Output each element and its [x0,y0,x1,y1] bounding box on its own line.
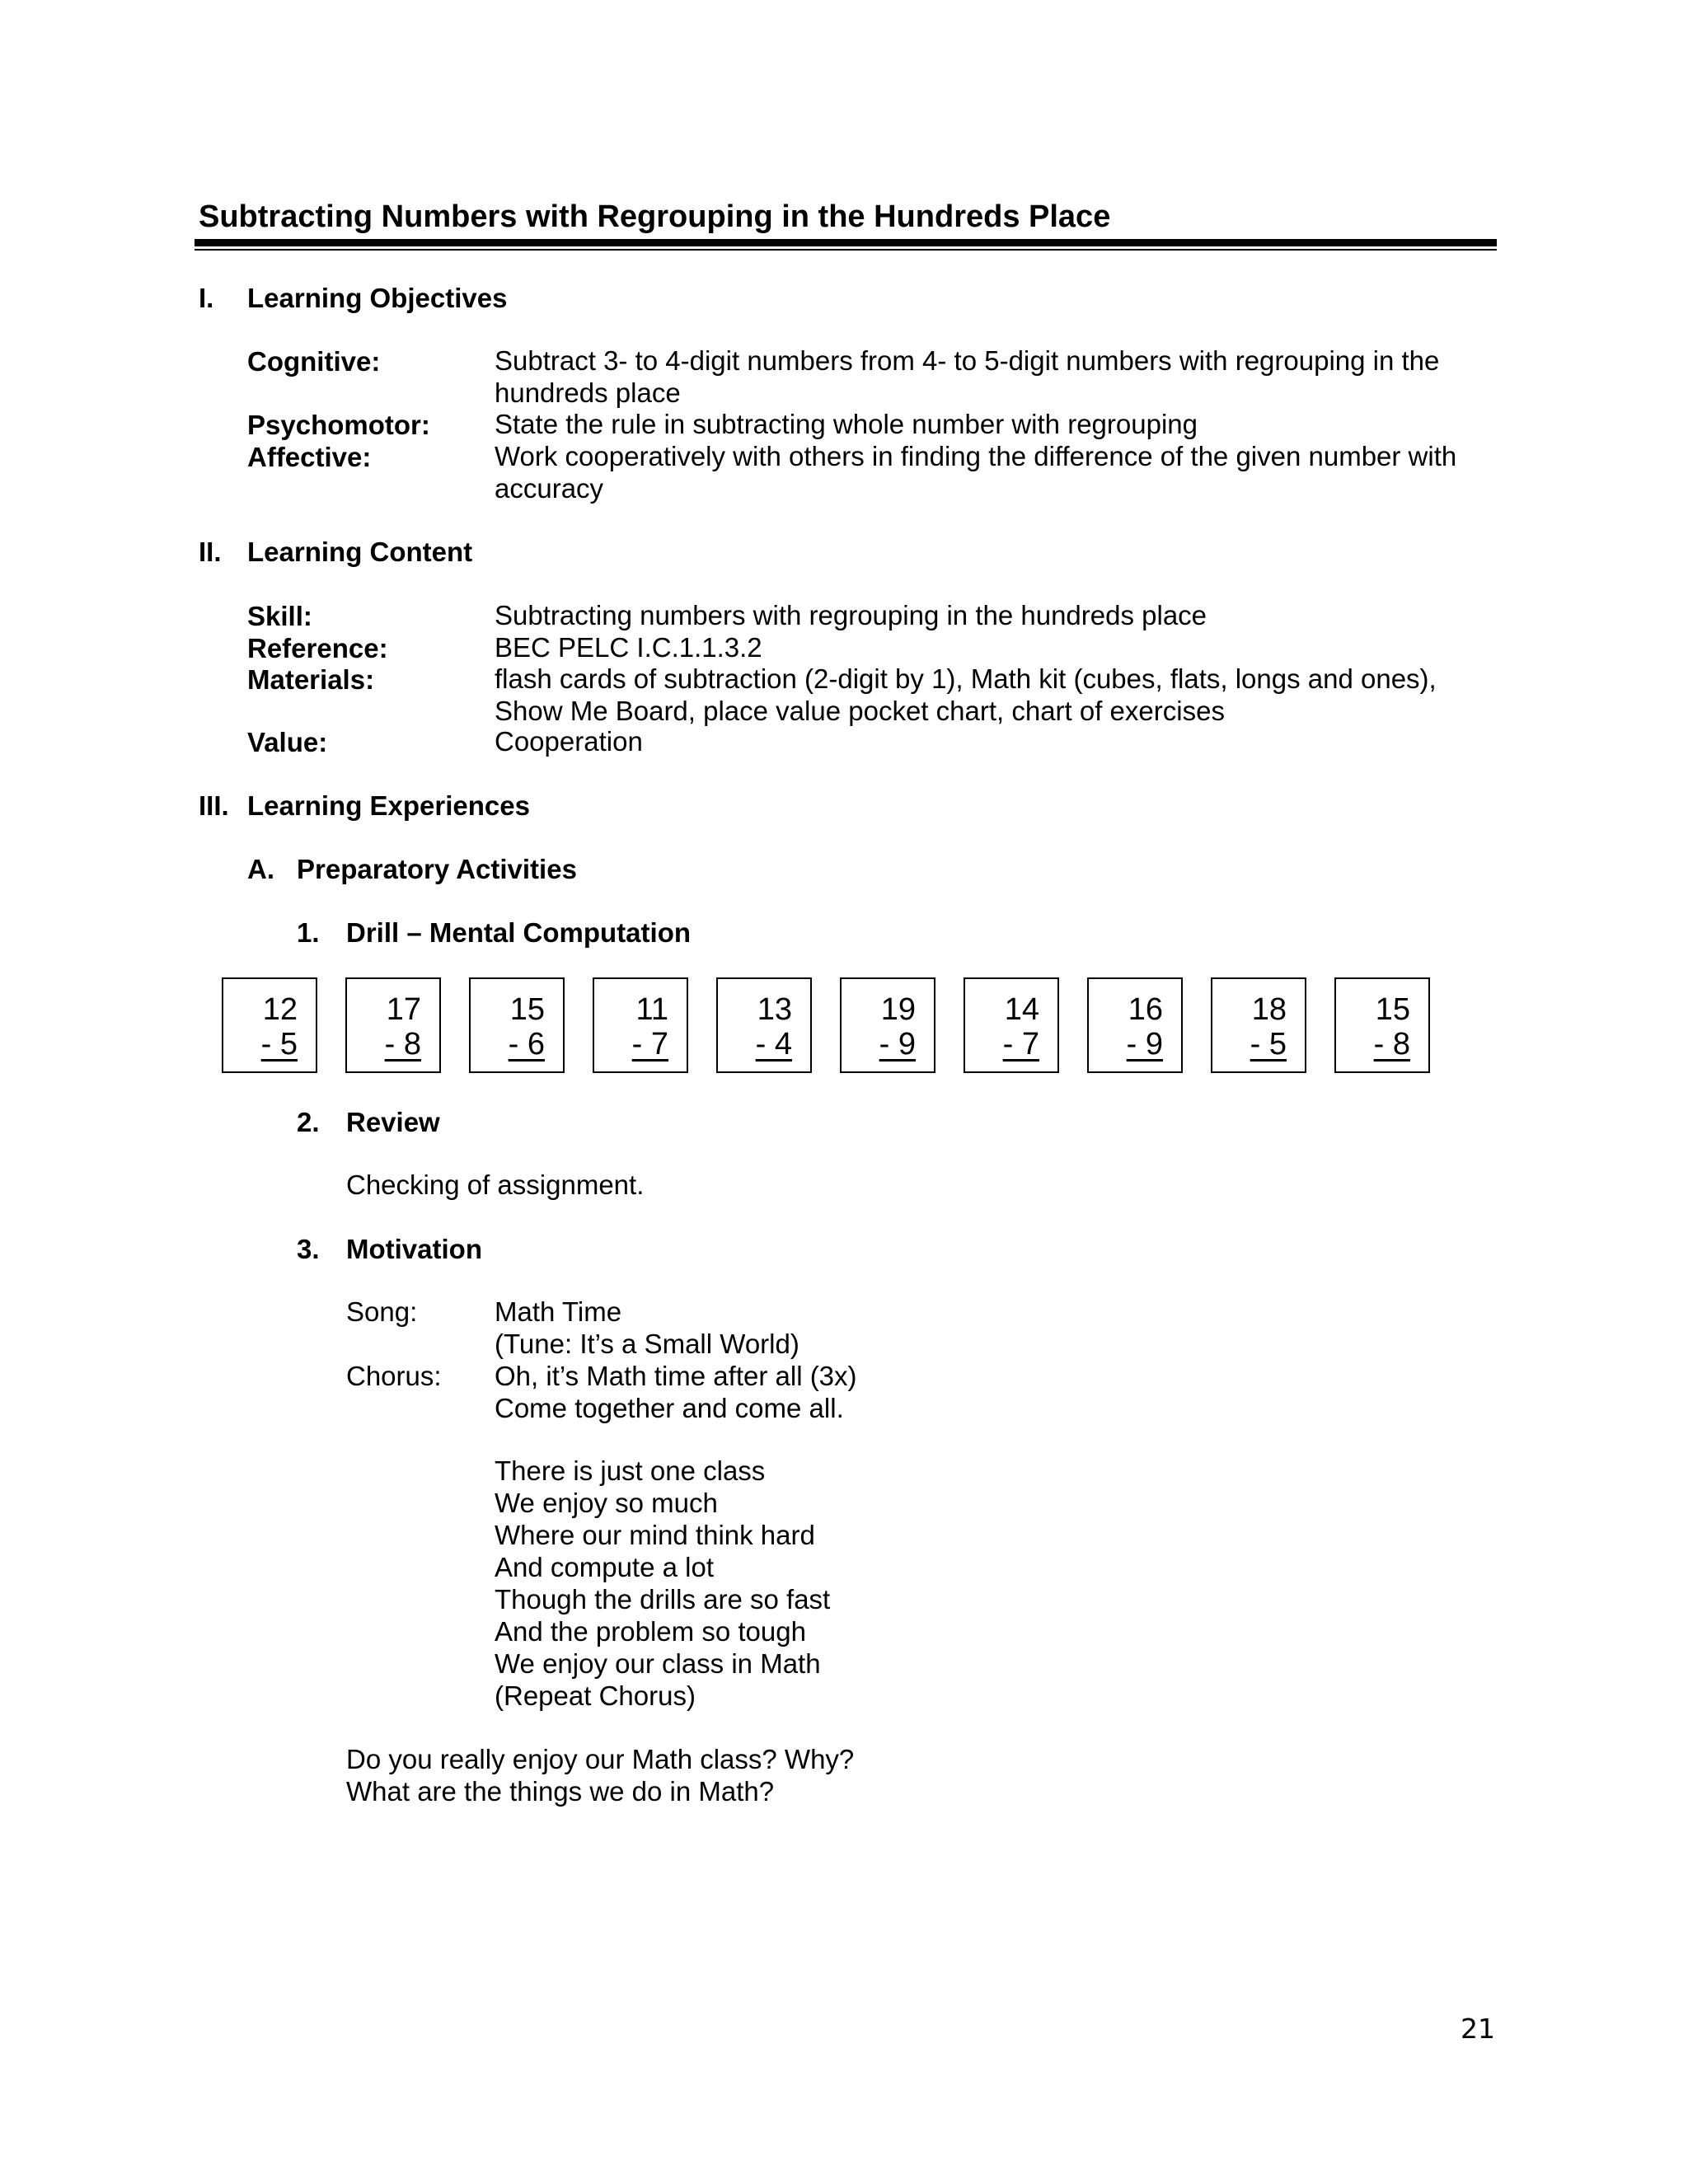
chorus-line: Oh, it’s Math time after all (3x) [495,1361,857,1391]
flash-card-minuend: 16 [1128,992,1163,1027]
question-line: What are the things we do in Math? [346,1776,775,1807]
flash-card-subtrahend: - 9 [1126,1027,1163,1062]
title-rule-thin [195,249,1497,251]
flash-card-subtrahend: - 4 [755,1027,792,1062]
flash-card-subtrahend: - 8 [384,1027,421,1062]
verse-line: And compute a lot [495,1552,714,1582]
section-1-title: Learning Objectives [247,283,508,313]
section-3-number: III. [199,790,229,821]
flash-card-subtrahend: - 7 [1002,1027,1039,1062]
verse-line: We enjoy our class in Math [495,1648,821,1679]
flash-card-minuend: 14 [1004,992,1039,1027]
verse-line: Though the drills are so fast [495,1584,831,1615]
flash-card-subtrahend: - 9 [879,1027,916,1062]
flash-card [716,977,812,1073]
verse-line: We enjoy so much [495,1488,718,1518]
materials-text-line1: flash cards of subtraction (2-digit by 1), Math kit (cubes, flats, longs and ones), [495,663,1437,694]
flash-card-minuend: 11 [635,992,668,1027]
section-2-number: II. [199,537,222,567]
cognitive-label: Cognitive: [247,346,381,377]
section-2-title: Learning Content [247,537,473,567]
song-label: Song: [346,1296,418,1327]
flash-card-subtrahend: - 5 [1250,1027,1287,1062]
flash-card-minuend: 17 [386,992,421,1027]
verse-line: There is just one class [495,1455,766,1486]
value-text: Cooperation [495,726,643,757]
skill-text: Subtracting numbers with regrouping in the hundreds place [495,600,1207,630]
psychomotor-label: Psychomotor: [247,410,430,440]
flash-card [469,977,565,1073]
flash-card-subtrahend: - 6 [508,1027,545,1062]
reference-text: BEC PELC I.C.1.1.3.2 [495,632,762,663]
verse-line: Where our mind think hard [495,1520,815,1550]
song-tune: (Tune: It’s a Small World) [495,1329,799,1359]
flash-card [1087,977,1183,1073]
chorus-label: Chorus: [346,1361,442,1391]
review-title: Review [346,1107,440,1137]
skill-label: Skill: [247,601,312,631]
motivation-number: 3. [297,1234,320,1264]
materials-label: Materials: [247,664,375,695]
subsection-a-title: Preparatory Activities [297,854,577,884]
question-line: Do you really enjoy our Math class? Why? [346,1744,855,1774]
materials-text-line2: Show Me Board, place value pocket chart, chart of exercises [495,696,1225,726]
title-rule-thick [195,239,1497,246]
page-number: 21 [1461,2013,1495,2045]
flash-card [222,977,317,1073]
verse-line: (Repeat Chorus) [495,1680,696,1711]
reference-label: Reference: [247,633,388,663]
affective-text-line1: Work cooperatively with others in finding the difference of the given number with [495,441,1457,471]
review-text: Checking of assignment. [346,1169,645,1200]
verse-line: And the problem so tough [495,1616,806,1647]
review-number: 2. [297,1107,320,1137]
section-3-title: Learning Experiences [247,790,530,821]
flash-card-subtrahend: - 7 [631,1027,668,1062]
flash-card [345,977,441,1073]
section-1-number: I. [199,283,214,313]
drill-number: 1. [297,917,320,948]
flash-card-subtrahend: - 8 [1373,1027,1410,1062]
flash-card-minuend: 13 [757,992,792,1027]
subsection-a-number: A. [247,854,274,884]
flash-card-minuend: 15 [1375,992,1410,1027]
flash-card-minuend: 19 [880,992,916,1027]
affective-label: Affective: [247,442,372,472]
flash-card [840,977,935,1073]
affective-text-line2: accuracy [495,473,604,504]
song-title: Math Time [495,1296,622,1327]
flash-card-minuend: 15 [509,992,545,1027]
psychomotor-text: State the rule in subtracting whole number with regrouping [495,409,1198,439]
cognitive-text-line2: hundreds place [495,377,681,408]
flash-card [964,977,1059,1073]
flash-card [1211,977,1306,1073]
flash-card-minuend: 18 [1251,992,1287,1027]
motivation-title: Motivation [346,1234,482,1264]
flash-card [1334,977,1430,1073]
cognitive-text-line1: Subtract 3- to 4-digit numbers from 4- to 5-digit numbers with regrouping in the [495,345,1440,376]
flash-card [593,977,688,1073]
page-title: Subtracting Numbers with Regrouping in the Hundreds Place [199,199,1111,234]
value-label: Value: [247,727,328,757]
flash-card-subtrahend: - 5 [260,1027,298,1062]
flash-card-minuend: 12 [262,992,298,1027]
drill-title: Drill – Mental Computation [346,917,692,948]
chorus-line: Come together and come all. [495,1393,844,1423]
